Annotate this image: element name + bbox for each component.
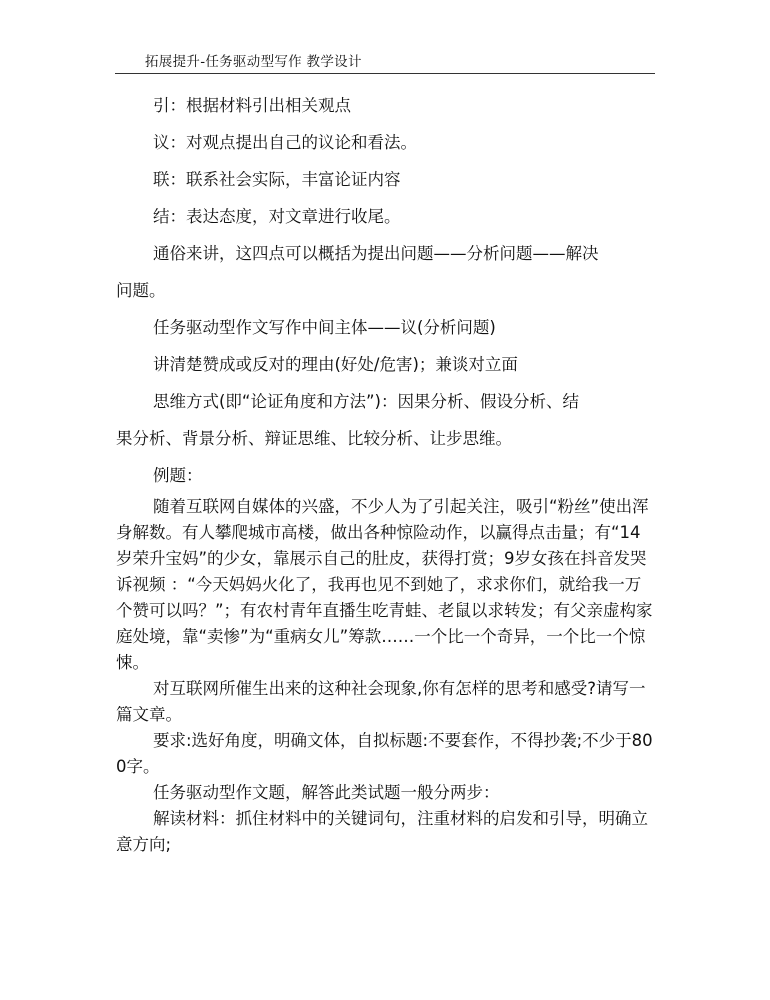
paragraph-thinking-line2: 果分析、背景分析、辩证思维、比较分析、让步思维。 — [116, 429, 512, 448]
document-body — [116, 87, 656, 858]
paragraph-lian: 联：联系社会实际，丰富论证内容 — [153, 170, 401, 189]
paragraph-steps-intro: 任务驱动型作文题，解答此类试题一般分两步： — [153, 783, 500, 802]
paragraph-yin: 引：根据材料引出相关观点 — [153, 96, 351, 115]
paragraph-question: 对互联网所催生出来的这种社会现象,你有怎样的思考和感受?请写一篇文章。 — [116, 679, 646, 724]
paragraph-summary-line2: 问题。 — [116, 281, 166, 300]
paragraph-main-body: 任务驱动型作文写作中间主体——议(分析问题) — [153, 318, 496, 337]
header-divider — [115, 73, 655, 74]
paragraph-reason: 讲清楚赞成或反对的理由(好处/危害)；兼谈对立面 — [153, 355, 518, 374]
paragraph-step1: 解读材料：抓住材料中的关键词句，注重材料的启发和引导，明确立意方向; — [116, 809, 648, 854]
paragraph-jie: 结：表达态度，对文章进行收尾。 — [153, 207, 401, 226]
paragraph-summary-line1: 通俗来讲，这四点可以概括为提出问题——分析问题——解决 — [153, 244, 599, 263]
page-header-title: 拓展提升-任务驱动型写作 教学设计 — [145, 54, 362, 70]
paragraph-material: 随着互联网自媒体的兴盛，不少人为了引起关注，吸引“粉丝”使出浑身解数。有人攀爬城市高楼，做出各种惊险动作，以赢得点击量；有“14岁荣升宝妈”的少女，靠展示自己的肚皮，获得打赏；9岁女孩在抖音发哭诉视频 ：“今天妈妈火化了，我再也见不到她了，求求你们，就给我一万个赞可以吗？”；有农村青年直播生吃青蛙、老鼠以求转发；有父亲虚构家庭处境，靠“卖惨”为“重病女儿”筹款……一个比一个奇异，一个比一个惊悚。 — [116, 497, 653, 672]
paragraph-yi: 议：对观点提出自己的议论和看法。 — [153, 133, 417, 152]
paragraph-thinking-line1: 思维方式(即“论证角度和方法”)：因果分析、假设分析、结 — [153, 392, 579, 411]
paragraph-requirement: 要求:选好角度，明确文体，自拟标题:不要套作，不得抄袭;不少于800字。 — [116, 731, 653, 776]
paragraph-example-label: 例题： — [153, 466, 203, 485]
